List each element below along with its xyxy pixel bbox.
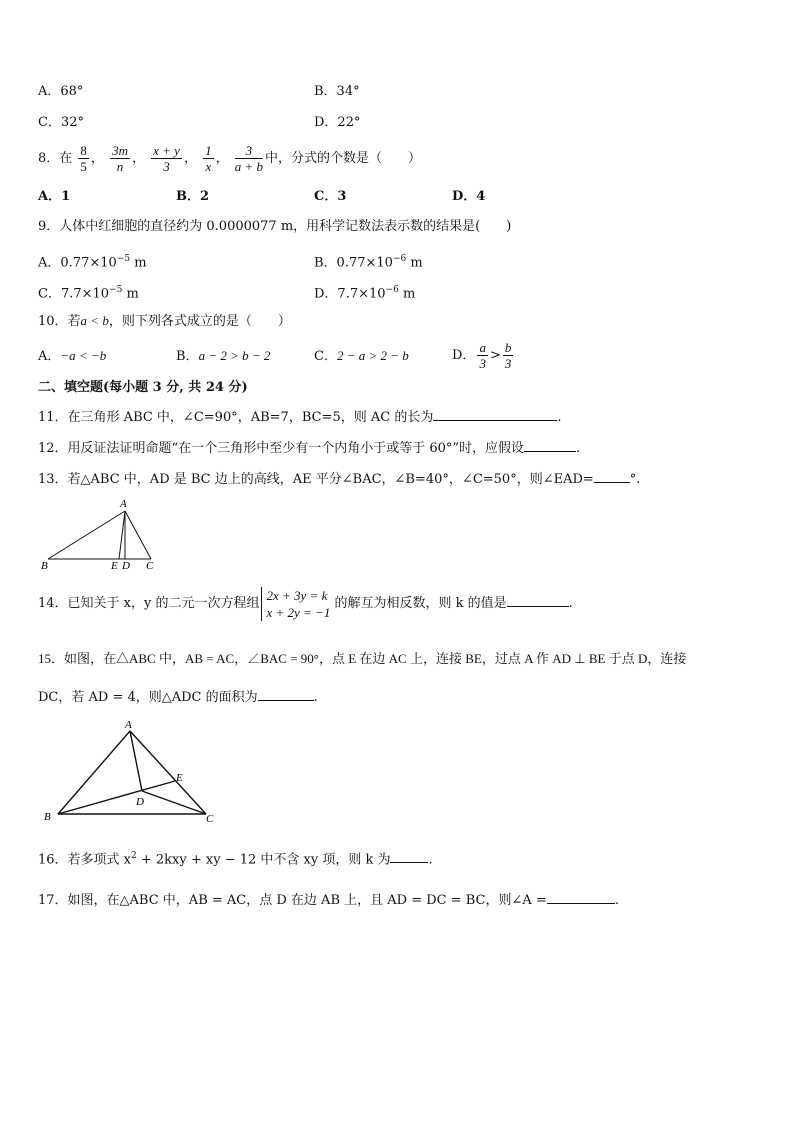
fig2-label-a: A (125, 719, 132, 731)
q9-a-text: A．0.77×10 (38, 255, 117, 271)
q15-answer-blank[interactable] (258, 686, 314, 701)
q10-stem-math: a < b (80, 313, 109, 328)
q14-answer-blank[interactable] (507, 592, 569, 607)
q10-option-d (452, 337, 515, 375)
q8-f4-num: 1 (205, 143, 212, 158)
q9-c-exp: −5 (109, 285, 123, 295)
q12-end: . (576, 441, 581, 456)
q10-d-den-1: 3 (479, 356, 486, 371)
q8-sep: ， (131, 151, 145, 166)
q14-eq-2: x + 2y = −1 (266, 604, 331, 620)
q14-prefix: 14．已知关于 x，y 的二元一次方程组 (38, 596, 260, 611)
section-title: 二、填空题(每小题 3 分, 共 24 分) (38, 380, 248, 395)
q10-b-expr: a − 2 > b − 2 (198, 348, 271, 363)
q13-text: 13．若△ABC 中，AD 是 BC 边上的高线，AE 平分∠BAC，∠B=40°，∠C=50°，则∠EAD= (38, 472, 594, 487)
q8-fraction-4 (203, 143, 214, 174)
q8-prefix: 8．在 (38, 151, 73, 166)
q10-d-num-2: b (504, 340, 512, 355)
q10-d-den-2: 3 (504, 356, 512, 371)
q13-answer-blank[interactable] (594, 468, 630, 483)
q10-c-expr: 2 − a > 2 − b (336, 348, 409, 363)
q7-option-a: A．68° (38, 84, 84, 99)
q10-d-frac-1 (477, 340, 488, 371)
q14-end: . (568, 596, 573, 611)
q9-b-text: B．0.77×10 (314, 255, 393, 271)
fig1-bisector-ae (119, 511, 125, 559)
q9-option-c (38, 281, 139, 303)
q7-option-c: C．32° (38, 115, 84, 130)
q10-option-c (314, 347, 409, 366)
q8-sep: ， (90, 151, 104, 166)
q9-d-exp: −6 (385, 285, 399, 295)
q10-d-label: D． (452, 348, 476, 363)
q14-suffix: 的解互为相反数，则 k 的值是 (334, 596, 507, 611)
q9-b-unit: m (406, 255, 423, 271)
q10-d-gt: > (489, 348, 501, 363)
q8-option-c: C．3 (314, 189, 347, 204)
fig1-side-ac (125, 511, 151, 559)
q9-d-unit: m (398, 286, 416, 302)
q8-fraction-3 (151, 143, 182, 174)
q17-answer-blank[interactable] (547, 889, 615, 904)
q14-eq-1: 2x + 3y = k (266, 587, 328, 603)
fig2-label-e: E (176, 772, 183, 784)
fig1-side-ab (48, 511, 125, 559)
q10-option-b (176, 347, 270, 366)
fig2-label-b: B (44, 811, 51, 823)
figure-triangle-abc-altitude (38, 494, 168, 574)
question-11 (38, 406, 561, 427)
question-17 (38, 889, 619, 910)
q9-a-exp: −5 (116, 254, 131, 264)
fig1-label-a: A (120, 498, 127, 510)
question-8 (38, 140, 421, 178)
question-9: 9．人体中红细胞的直径约为 0.0000077 m，用科学记数法表示数的结果是( ) (38, 219, 512, 234)
question-15-line-2 (38, 686, 318, 707)
q8-f5-den: a + b (234, 159, 264, 174)
q9-b-exp: −6 (392, 254, 407, 264)
q8-f2-num: 3m (112, 143, 128, 158)
q10-a-label: A． (38, 349, 61, 364)
q9-d-text: D．7.7×10 (314, 286, 386, 302)
q11-end: . (557, 410, 562, 425)
q10-option-a (38, 347, 106, 366)
q8-option-b: B．2 (176, 189, 210, 204)
q8-sep: ， (215, 151, 229, 166)
q7-option-d: D．22° (314, 115, 361, 130)
q8-option-a: A．1 (38, 189, 71, 204)
q16-prefix: 16．若多项式 x (38, 852, 132, 868)
fig1-label-b: B (41, 560, 48, 572)
q17-end: . (614, 893, 619, 908)
q11-text: 11．在三角形 ABC 中，∠C=90°，AB=7，BC=5，则 AC 的长为 (38, 410, 434, 425)
q8-fraction-1 (78, 143, 89, 174)
q9-option-b (314, 250, 423, 272)
q11-answer-blank[interactable] (433, 406, 557, 421)
fig2-segment-ad (130, 731, 142, 791)
q8-f3-num: x + y (153, 143, 180, 158)
q10-c-label: C． (314, 349, 337, 364)
q8-f1-den: 5 (80, 159, 87, 174)
question-14 (38, 585, 573, 623)
q8-f4-den: x (205, 159, 212, 174)
fig1-label-d: D (122, 560, 130, 572)
q15-line2-text: DC，若 AD = 4，则△ADC 的面积为 (38, 690, 258, 705)
fig1-label-c: C (146, 560, 154, 572)
q16-end: . (428, 852, 433, 868)
q12-text: 12．用反证法证明命题“在一个三角形中至少有一个内角小于或等于 60°”时，应假设 (38, 441, 525, 456)
q8-f3-den: 3 (163, 159, 170, 174)
q16-mid: + 2kxy + xy − 12 中不含 xy 项，则 k 为 (136, 852, 391, 868)
fig1-label-e: E (111, 560, 118, 572)
question-15-line-1: 15．如图，在△ABC 中，AB = AC，∠BAC = 90°，点 E 在边 AC 上，连接 BE，过点 A 作 AD ⊥ BE 于点 D，连接 (38, 651, 687, 666)
question-16 (38, 847, 433, 869)
q16-sup: 2 (131, 851, 137, 861)
question-12 (38, 437, 580, 458)
question-10 (38, 312, 291, 331)
q9-c-text: C．7.7×10 (38, 286, 110, 302)
q8-f5-num: 3 (235, 143, 263, 159)
fig2-label-d: D (136, 796, 144, 808)
q16-answer-blank[interactable] (390, 848, 428, 863)
q10-stem-a: 10．若 (38, 314, 81, 329)
q10-stem-b: ，则下列各式成立的是（ ） (108, 314, 291, 329)
q13-end: °. (629, 472, 641, 487)
q10-a-expr: −a < −b (60, 348, 107, 363)
q8-sep: ， (183, 151, 197, 166)
q8-f1-num: 8 (80, 143, 87, 158)
q9-option-a (38, 250, 147, 272)
q10-d-frac-2 (503, 340, 514, 371)
q9-c-unit: m (122, 286, 139, 302)
figure-isosceles-right-triangle (38, 718, 228, 830)
q8-option-d: D．4 (452, 189, 486, 204)
q12-answer-blank[interactable] (524, 437, 576, 452)
q15-end: . (313, 690, 318, 705)
q8-fraction-2 (110, 143, 130, 174)
fig2-side-ab (58, 731, 130, 814)
q10-d-num-1: a (479, 340, 486, 355)
q9-a-unit: m (130, 255, 147, 271)
q17-text: 17．如图，在△ABC 中，AB = AC，点 D 在边 AB 上，且 AD = DC = BC，则∠A = (38, 893, 547, 908)
fig2-label-c: C (206, 813, 214, 825)
fig2-segment-be (58, 781, 175, 814)
q8-suffix: 中，分式的个数是（ ） (265, 151, 422, 166)
q7-option-b: B．34° (314, 84, 360, 99)
q10-b-label: B． (176, 349, 199, 364)
q8-fraction-5 (235, 143, 263, 174)
q9-option-d (314, 281, 415, 303)
question-13 (38, 468, 640, 489)
q14-equation-system (261, 587, 330, 621)
q8-f2-den: n (116, 159, 124, 174)
